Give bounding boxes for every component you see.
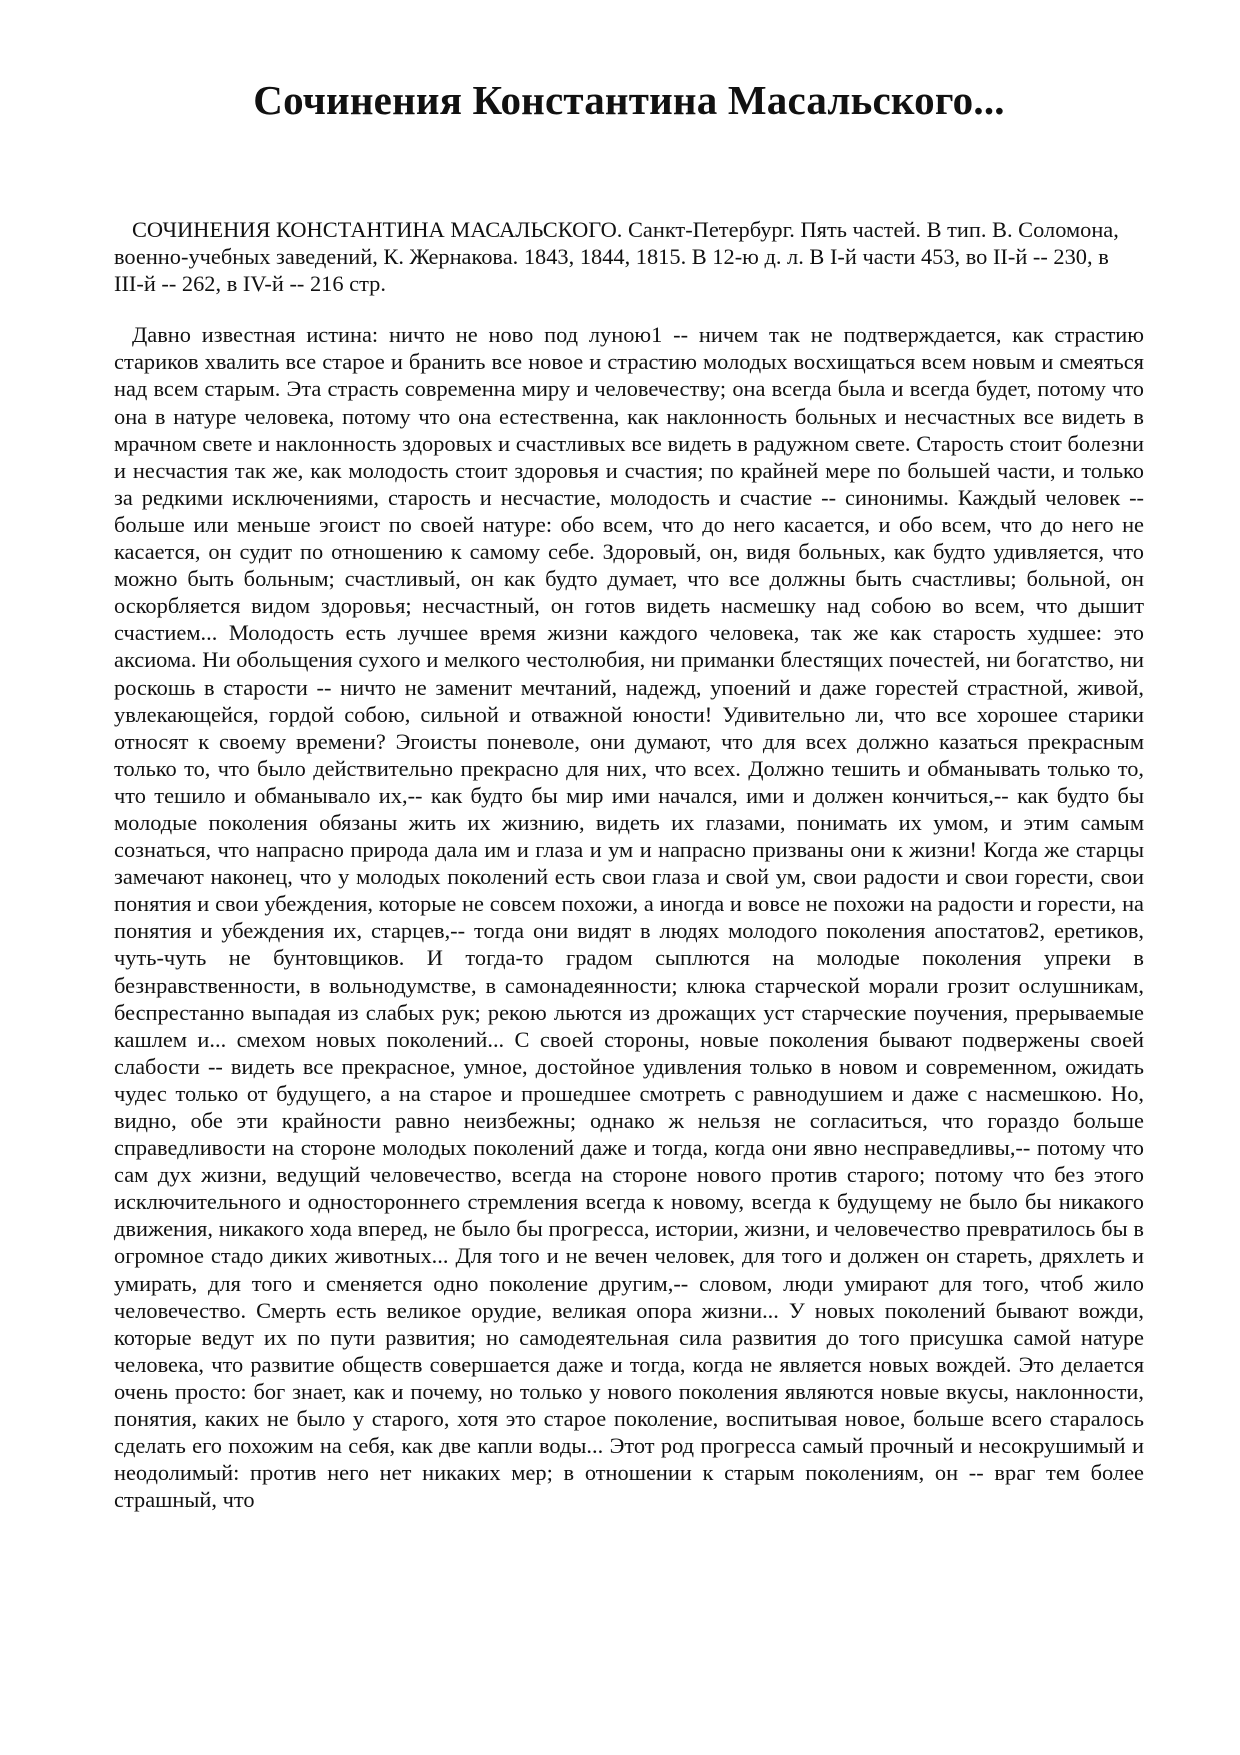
intro-paragraph: СОЧИНЕНИЯ КОНСТАНТИНА МАСАЛЬСКОГО. Санкт-Петербург. Пять частей. В тип. В. Соломона, военно-учебных заведений, К. Жернакова. 1843, 1844, 1815. В 12-ю д. л. В I-й части 453, во II-й -- 230, в III-й -- 262, в IV-й -- 216 стр. (114, 217, 1119, 297)
document-title: Сочинения Константина Масальского... (253, 77, 1005, 123)
body-paragraph: Давно известная истина: ничто не ново под луною1 -- ничем так не подтверждается, как страстию стариков хвалить все старое и бранить все новое и страстию молодых восхищаться всем новым и смеяться над всем старым. Эта страсть современна миру и человечеству; она всегда была и всегда будет, потому что она в натуре человека, потому что она естественна, как наклонность больных и несчастных все видеть в мрачном свете и наклонность здоровых и счастливых все видеть в радужном свете. Старость стоит болезни и несчастия так же, как молодость стоит здоровья и счастия; по крайней мере по большей части, и только за редкими исключениями, старость и несчастие, молодость и счастие -- синонимы. Каждый человек -- больше или меньше эгоист по своей натуре: обо всем, что до него касается, и обо всем, что до него не касается, он судит по отношению к самому себе. Здоровый, он, видя больных, как будто удивляется, что можно быть больным; счастливый, он как будто думает, что все должны быть счастливы; больной, он оскорбляется видом здоровья; несчастный, он готов видеть насмешку над собою во всем, что дышит счастием... Молодость есть лучшее время жизни каждого человека, так же как старость худшее: это аксиома. Ни обольщения сухого и мелкого честолюбия, ни приманки блестящих почестей, ни богатство, ни роскошь в старости -- ничто не заменит мечтаний, надежд, упоений и даже горестей страстной, живой, увлекающейся, гордой собою, сильной и отважной юности! Удивительно ли, что все хорошее старики относят к своему времени? Эгоисты поневоле, они думают, что для всех должно казаться прекрасным только то, что было действительно прекрасно для них, что всех. Должно тешить и обманывать только то, что тешило и обманывало их,-- как будто бы мир ими начался, ими и должен кончиться,-- как будто бы молодые поколения обязаны жить их жизнию, видеть их глазами, понимать их умом, и этим самым сознаться, что напрасно природа дала им и глаза и ум и напрасно призваны они к жизни! Когда же старцы замечают наконец, что у молодых поколений есть свои глаза и свой ум, свои радости и свои горести, свои понятия и свои убеждения, которые не совсем похожи, а иногда и вовсе не похожи на радости и горести, на понятия и убеждения их, старцев,-- тогда они видят в людях молодого поколения апостатов2, еретиков, чуть-чуть не бунтовщиков. И тогда-то градом сыплются на молодые поколения упреки в безнравственности, в вольнодумстве, в самонадеянности; клюка старческой морали грозит ослушникам, беспрестанно выпадая из слабых рук; рекою льются из дрожащих уст старческие поучения, прерываемые кашлем и... смехом новых поколений... С своей стороны, новые поколения бывают подвержены своей слабости -- видеть все прекрасное, умное, достойное удивления только в новом и современном, ожидать чудес только от будущего, а на старое и прошедшее смотреть с равнодушием и даже с насмешкою. Но, видно, обе эти крайности равно неизбежны; однако ж нельзя не согласиться, что гораздо больше справедливости на стороне молодых поколений даже и тогда, когда они явно несправедливы,-- потому что сам дух жизни, ведущий человечество, всегда на стороне нового против старого; потому что без этого исключительного и одностороннего стремления всегда к новому, всегда к будущему не было бы никакого движения, никакого хода вперед, не было бы прогресса, истории, жизни, и человечество превратилось бы в огромное стадо диких животных... Для того и не вечен человек, для того и должен он стареть, дряхлеть и умирать, для того и сменяется одно поколение другим,-- словом, люди умирают для того, чтоб жило человечество. Смерть есть великое орудие, великая опора жизни... У новых поколений бывают вожди, которые ведут их по пути развития; но самодеятельная сила развития до того присушка самой натуре человека, что развитие обществ совершается даже и тогда, когда не является новых вождей. Это делается очень просто: бог знает, как и почему, но только у нового поколения являются новые вкусы, наклонности, понятия, каких не было у старого, хотя это старое поколение, воспитывая новое, больше всего старалось сделать его похожим на себя, как две капли воды... Этот род прогресса самый прочный и несокрушимый и неодолимый: против него нет никаких мер; в отношении к старым поколениям, он -- враг тем более страшный, что (114, 322, 1144, 1513)
